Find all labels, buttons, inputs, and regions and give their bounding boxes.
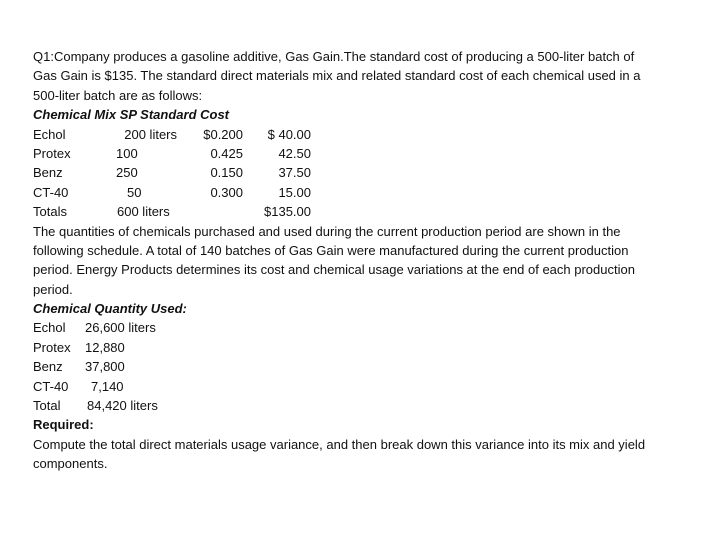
schedule-line: period. Energy Products determines its cost and chemical usage variations at the end of each production <box>33 262 635 278</box>
mix-chemical: Echol <box>33 126 66 142</box>
mix-row <box>33 183 701 202</box>
required-heading: Required: <box>33 417 94 433</box>
quantity-chemical: Protex <box>33 339 71 355</box>
intro-line: 500-liter batch are as follows: <box>33 87 203 103</box>
quantity-value: 37,800 <box>85 359 125 375</box>
quantity-value: 84,420 liters <box>87 398 158 414</box>
mix-chemical: CT-40 <box>33 184 69 200</box>
quantity-row <box>33 357 701 376</box>
mix-chemical: Benz <box>33 165 63 181</box>
mix-row <box>33 202 701 221</box>
intro-line: Q1:Company produces a gasoline additive, Gas Gain.The standard cost of producing a 500-liter batch of <box>33 49 635 64</box>
quantity-chemical: Echol <box>33 320 66 336</box>
quantity-chemical: CT-40 <box>33 378 69 394</box>
required-line: Compute the total direct materials usage variance, and then break down this variance into its mix and yield <box>33 436 646 452</box>
document-body <box>33 47 701 474</box>
mix-amount: 200 liters <box>124 126 177 142</box>
mix-sp: 0.300 <box>210 184 243 200</box>
mix-row <box>33 144 701 163</box>
mix-cost: $135.00 <box>264 204 311 220</box>
quantity-row <box>33 338 701 357</box>
mix-sp: $0.200 <box>203 126 243 142</box>
mix-cost: 15.00 <box>278 184 311 200</box>
mix-amount: 50 <box>127 184 142 200</box>
mix-cost: 42.50 <box>278 145 311 161</box>
quantity-value: 26,600 liters <box>85 320 156 336</box>
mix-amount: 600 liters <box>117 204 170 220</box>
mix-row <box>33 125 701 144</box>
schedule-line: The quantities of chemicals purchased and used during the current production period are shown in the <box>33 223 621 239</box>
quantity-row <box>33 396 701 415</box>
mix-amount: 250 <box>116 165 138 181</box>
quantity-chemical: Benz <box>33 359 63 375</box>
mix-chemical: Protex <box>33 145 71 161</box>
mix-row <box>33 163 701 182</box>
quantity-value: 7,140 <box>91 378 124 394</box>
mix-cost: 37.50 <box>278 165 311 181</box>
quantity-value: 12,880 <box>85 339 125 355</box>
quantity-row <box>33 318 701 337</box>
schedule-line: following schedule. A total of 140 batches of Gas Gain were manufactured during the current production <box>33 242 629 258</box>
mix-sp: 0.150 <box>210 165 243 181</box>
schedule-line: period. <box>33 281 73 297</box>
quantity-chemical: Total <box>33 398 61 414</box>
mix-sp: 0.425 <box>210 145 243 161</box>
quantity-row <box>33 377 701 396</box>
mix-cost: $ 40.00 <box>267 126 311 142</box>
quantity-table-heading: Chemical Quantity Used: <box>33 301 187 317</box>
mix-table-heading: Chemical Mix SP Standard Cost <box>33 107 230 123</box>
required-line: components. <box>33 456 108 472</box>
intro-line: Gas Gain is $135. The standard direct materials mix and related standard cost of each chemical used in a <box>33 68 641 84</box>
mix-chemical: Totals <box>33 204 67 220</box>
mix-amount: 100 <box>116 145 138 161</box>
